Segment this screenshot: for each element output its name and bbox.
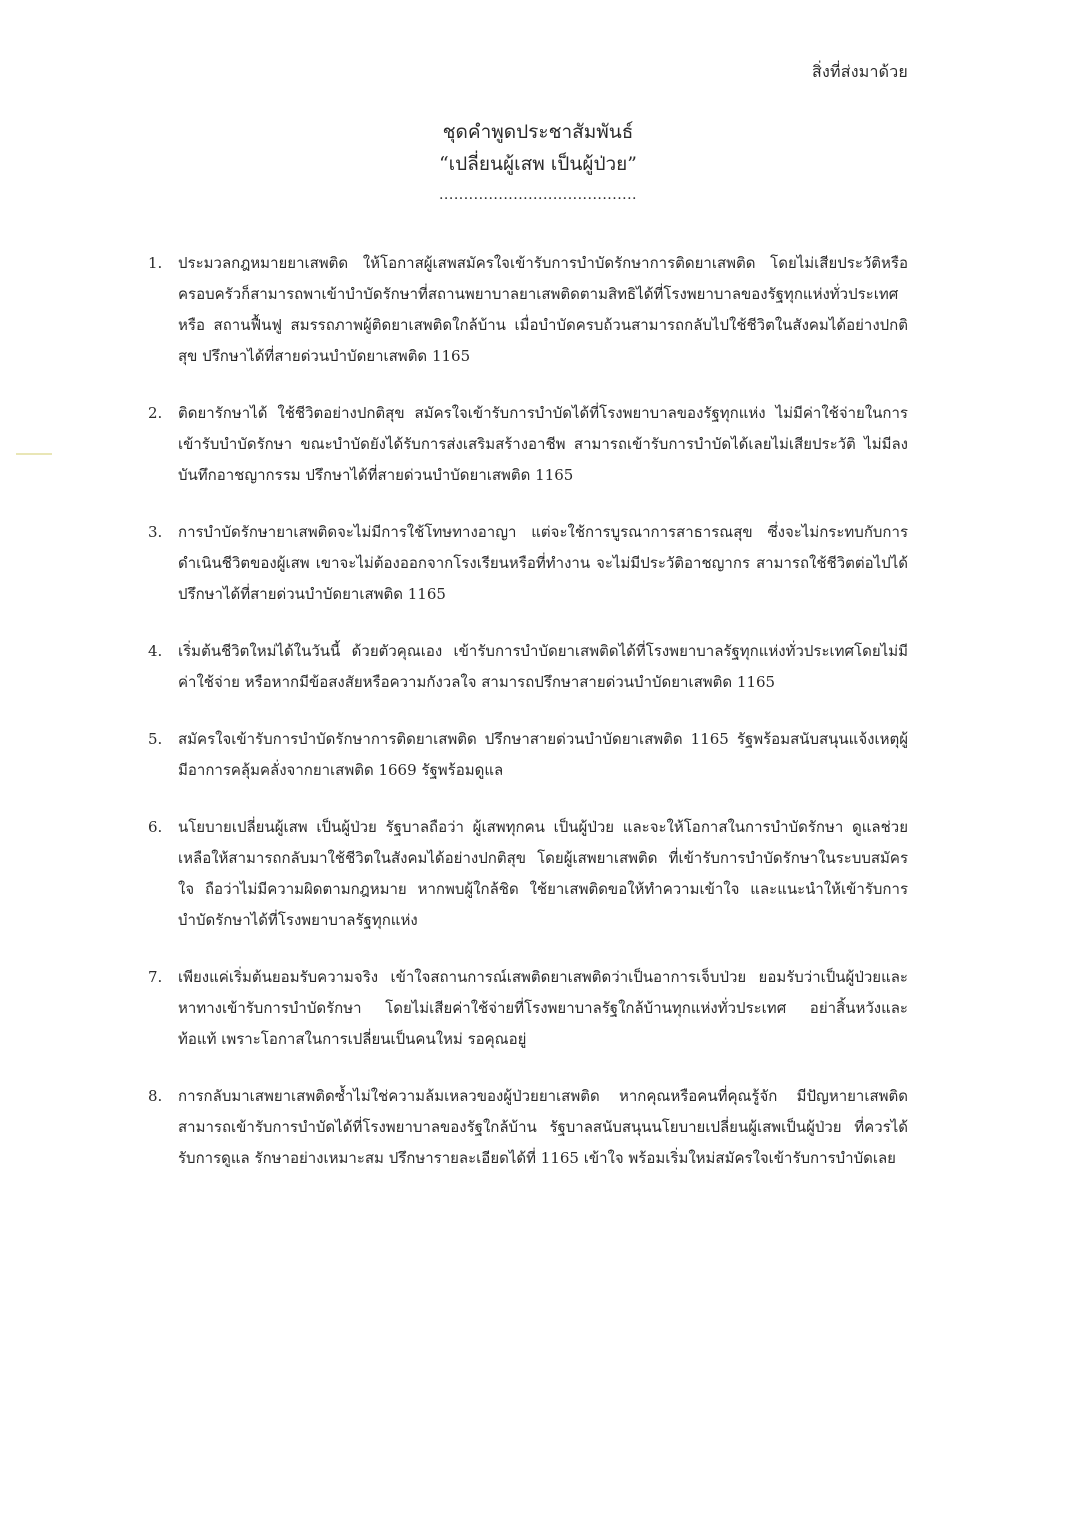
item-number: 2.: [148, 404, 163, 422]
list-item: [148, 517, 908, 610]
item-number: 5.: [148, 730, 163, 748]
title-block: [0, 116, 1076, 206]
item-text: การบำบัดรักษายาเสพติดจะไม่มีการใช้โทษทางอาญา แต่จะใช้การบูรณาการสาธารณสุข ซึ่งจะไม่กระทบกับการดำเนินชีวิตของผู้เสพ เขาจะไม่ต้องออกจากโรงเรียนหรือที่ทำงาน จะไม่มีประวัติอาชญากร สามารถใช้ชีวิตต่อไปได้ ปรึกษาได้ที่สายด่วนบำบัดยาเสพติด 1165: [178, 523, 908, 603]
item-text: ประมวลกฎหมายยาเสพติด ให้โอกาสผู้เสพสมัครใจเข้ารับการบำบัดรักษาการติดยาเสพติด โดยไม่เสียประวัติหรือครอบครัวก็สามารถพาเข้าบำบัดรักษาที่สถานพยาบาลยาเสพติดตามสิทธิได้ที่โรงพยาบาลของรัฐทุกแห่งทั่วประเทศ หรือ สถานฟื้นฟู สมรรถภาพผู้ติดยาเสพติดใกล้บ้าน เมื่อบำบัดครบถ้วนสามารถกลับไปใช้ชีวิตในสังคมได้อย่างปกติสุข ปรึกษาได้ที่สายด่วนบำบัดยาเสพติด 1165: [178, 254, 908, 365]
list-item: [148, 1081, 908, 1174]
item-text: ติดยารักษาได้ ใช้ชีวิตอย่างปกติสุข สมัครใจเข้ารับการบำบัดได้ที่โรงพยาบาลของรัฐทุกแห่ง ไม่มีค่าใช้จ่ายในการเข้ารับบำบัดรักษา ขณะบำบัดยังได้รับการส่งเสริมสร้างอาชีพ สามารถเข้ารับการบำบัดได้เลยไม่เสียประวัติ ไม่มีลงบันทึกอาชญากรรม ปรึกษาได้ที่สายด่วนบำบัดยาเสพติด 1165: [178, 404, 908, 484]
item-number: 7.: [148, 968, 163, 986]
list-item: [148, 398, 908, 491]
item-text: เริ่มต้นชีวิตใหม่ได้ในวันนี้ ด้วยตัวคุณเอง เข้ารับการบำบัดยาเสพติดได้ที่โรงพยาบาลรัฐทุกแห่งทั่วประเทศโดยไม่มีค่าใช้จ่าย หรือหากมีข้อสงสัยหรือความกังวลใจ สามารถปรึกษาสายด่วนบำบัดยาเสพติด 1165: [178, 642, 908, 691]
margin-mark: [16, 453, 52, 455]
attachment-label: สิ่งที่ส่งมาด้วย: [812, 62, 908, 81]
title-separator: ........................................: [438, 187, 637, 203]
list-item: [148, 724, 908, 786]
message-list: [148, 248, 908, 1200]
item-number: 6.: [148, 818, 163, 836]
item-text: สมัครใจเข้ารับการบำบัดรักษาการติดยาเสพติด ปรึกษาสายด่วนบำบัดยาเสพติด 1165 รัฐพร้อมสนับสนุนแจ้งเหตุผู้มีอาการคลุ้มคลั่งจากยาเสพติด 1669 รัฐพร้อมดูแล: [178, 730, 908, 779]
list-item: [148, 962, 908, 1055]
item-text: เพียงแค่เริ่มต้นยอมรับความจริง เข้าใจสถานการณ์เสพติดยาเสพติดว่าเป็นอาการเจ็บป่วย ยอมรับว่าเป็นผู้ป่วยและหาทางเข้ารับการบำบัดรักษา โดยไม่เสียค่าใช้จ่ายที่โรงพยาบาลรัฐใกล้บ้านทุกแห่งทั่วประเทศ อย่าสิ้นหวังและท้อแท้ เพราะโอกาสในการเปลี่ยนเป็นคนใหม่ รอคุณอยู่: [178, 968, 908, 1048]
item-number: 8.: [148, 1087, 163, 1105]
item-number: 1.: [148, 254, 163, 272]
list-item: [148, 812, 908, 936]
item-number: 4.: [148, 642, 163, 660]
document-subtitle: “เปลี่ยนผู้เสพ เป็นผู้ป่วย”: [438, 153, 638, 175]
item-text: นโยบายเปลี่ยนผู้เสพ เป็นผู้ป่วย รัฐบาลถือว่า ผู้เสพทุกคน เป็นผู้ป่วย และจะให้โอกาสในการบำบัดรักษา ดูแลช่วยเหลือให้สามารถกลับมาใช้ชีวิตในสังคมได้อย่างปกติสุข โดยผู้เสพยาเสพติด ที่เข้ารับการบำบัดรักษาในระบบสมัครใจ ถือว่าไม่มีความผิดตามกฎหมาย หากพบผู้ใกล้ชิด ใช้ยาเสพติดขอให้ทำความเข้าใจ และแนะนำให้เข้ารับการบำบัดรักษาได้ที่โรงพยาบาลรัฐทุกแห่ง: [178, 818, 908, 929]
document-title: ชุดคำพูดประชาสัมพันธ์: [442, 121, 634, 143]
item-text: การกลับมาเสพยาเสพติดซ้ำไม่ใช่ความล้มเหลวของผู้ป่วยยาเสพติด หากคุณหรือคนที่คุณรู้จัก มีปัญหายาเสพติดสามารถเข้ารับการบำบัดได้ที่โรงพยาบาลของรัฐใกล้บ้าน รัฐบาลสนับสนุนนโยบายเปลี่ยนผู้เสพเป็นผู้ป่วย ที่ควรได้รับการดูแล รักษาอย่างเหมาะสม ปรึกษารายละเอียดได้ที่ 1165 เข้าใจ พร้อมเริ่มใหม่สมัครใจเข้ารับการบำบัดเลย: [178, 1087, 908, 1167]
item-number: 3.: [148, 523, 163, 541]
list-item: [148, 248, 908, 372]
list-item: [148, 636, 908, 698]
